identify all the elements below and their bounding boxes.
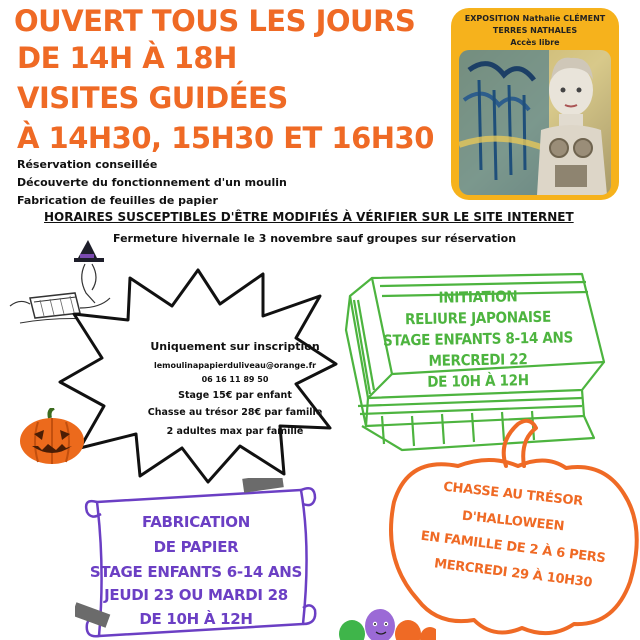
price-child: Stage 15€ par enfant <box>178 390 292 401</box>
exhibition-photo <box>459 50 611 195</box>
headline-guided-tours: VISITES GUIDÉES <box>17 81 288 115</box>
headline-opening-hours: DE 14H À 18H <box>17 41 237 75</box>
detail-reservation: Réservation conseillée <box>17 158 158 171</box>
papermaking-subtitle: DE PAPIER <box>153 538 239 556</box>
detail-mill-discovery: Découverte du fonctionnement d'un moulin <box>17 176 287 189</box>
registration-title: Uniquement sur inscription <box>150 340 320 353</box>
exhibition-access: Accès libre <box>510 38 560 47</box>
exhibition-card <box>451 8 619 200</box>
registration-phone: 06 16 11 89 50 <box>201 375 269 384</box>
halloween-title: CHASSE AU TRÉSOR <box>442 479 584 510</box>
bookbinding-day: MERCREDI 22 <box>428 350 528 370</box>
headline-opening-days: OUVERT TOUS LES JOURS <box>14 4 416 38</box>
halloween-date: MERCREDI 29 À 10H30 <box>433 556 593 591</box>
detail-paper-making: Fabrication de feuilles de papier <box>17 194 218 207</box>
family-limit: 2 adultes max par famille <box>166 426 304 437</box>
headline-tour-times: À 14H30, 15H30 ET 16H30 <box>17 121 434 155</box>
papermaking-ages: STAGE ENFANTS 6-14 ANS <box>89 563 303 581</box>
bookbinding-time: DE 10H À 12H <box>427 371 529 391</box>
halloween-subtitle: D'HALLOWEEN <box>461 508 565 535</box>
bookbinding-ages: STAGE ENFANTS 8-14 ANS <box>382 328 574 350</box>
price-family: Chasse au trésor 28€ par famille <box>147 407 323 418</box>
bookbinding-title: INITIATION <box>438 287 518 307</box>
winter-closure-notice: Fermeture hivernale le 3 novembre sauf groupes sur réservation <box>113 232 517 245</box>
balloons-icon <box>336 604 436 640</box>
bookbinding-subtitle: RELIURE JAPONAISE <box>404 307 552 329</box>
papermaking-days: JEUDI 23 OU MARDI 28 <box>104 586 288 604</box>
schedule-warning: HORAIRES SUSCEPTIBLES D'ÊTRE MODIFIÉS À VÉRIFIER SUR LE SITE INTERNET <box>44 210 574 224</box>
halloween-group-size: EN FAMILLE DE 2 À 6 PERS <box>419 528 607 567</box>
exhibition-title: EXPOSITION Nathalie CLÉMENT <box>464 14 606 23</box>
papermaking-title: FABRICATION <box>142 513 250 531</box>
papermaking-time: DE 10H À 12H <box>139 610 253 628</box>
jack-o-lantern-icon <box>18 408 86 466</box>
registration-email: lemoulinapapierduliveau@orange.fr <box>153 361 317 370</box>
exhibition-subtitle: TERRES NATHALES <box>492 26 578 35</box>
